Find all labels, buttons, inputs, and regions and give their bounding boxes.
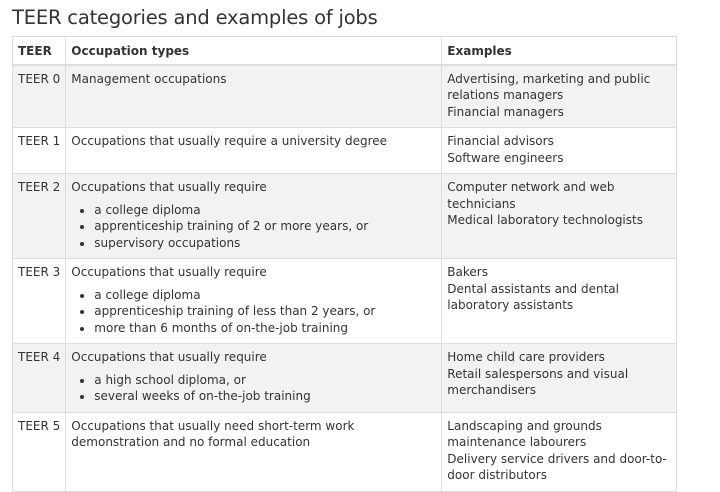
occupation-cell xyxy=(66,174,442,259)
requirement-item: • a high school diploma, or xyxy=(94,372,436,389)
occupation-text: Management occupations xyxy=(71,71,227,86)
teer-cell: TEER 5 xyxy=(13,412,66,491)
occupation-cell xyxy=(66,344,442,413)
table-row xyxy=(13,259,677,344)
requirement-item: • apprenticeship training of 2 or more years, or xyxy=(94,218,436,235)
example-job: Advertising, marketing and public relations managers xyxy=(447,71,651,102)
table-header-row xyxy=(13,37,677,65)
example-job: Financial advisors xyxy=(447,134,554,148)
teer-cell: TEER 2 xyxy=(13,174,66,259)
column-header-teer: TEER xyxy=(13,37,66,65)
example-job: Financial managers xyxy=(447,104,564,119)
requirement-list xyxy=(71,202,436,252)
requirement-item: • a college diploma xyxy=(94,202,436,219)
table-row xyxy=(13,344,677,413)
requirement-item: • apprenticeship training of less than 2 years, or xyxy=(94,303,436,320)
teer-table xyxy=(12,36,677,492)
requirement-item: • more than 6 months of on-the-job training xyxy=(94,320,436,337)
example-job: Landscaping and grounds maintenance labourers xyxy=(447,418,602,449)
table-row xyxy=(13,128,677,174)
occupation-text: Occupations that usually require xyxy=(71,350,267,364)
table-row xyxy=(13,412,677,491)
examples-cell xyxy=(442,259,677,344)
requirement-item: • supervisory occupations xyxy=(94,235,436,252)
example-job: Software engineers xyxy=(447,150,564,165)
examples-cell xyxy=(442,174,677,259)
table-body xyxy=(13,65,677,492)
occupation-cell xyxy=(66,259,442,344)
example-job: Bakers xyxy=(447,265,488,279)
example-job: Home child care providers xyxy=(447,350,605,364)
occupation-text: Occupations that usually require a university degree xyxy=(71,134,388,148)
requirement-list xyxy=(71,287,436,337)
occupation-cell xyxy=(66,65,442,128)
example-job: Retail salespersons and visual merchandisers xyxy=(447,366,629,397)
example-job: Delivery service drivers and door-to-door distributors xyxy=(447,451,667,482)
example-job: Dental assistants and dental laboratory assistants xyxy=(447,281,619,312)
examples-cell xyxy=(442,128,677,174)
table-row xyxy=(13,65,677,128)
teer-cell: TEER 3 xyxy=(13,259,66,344)
teer-cell: TEER 4 xyxy=(13,344,66,413)
teer-cell: TEER 0 xyxy=(13,65,66,128)
example-job: Medical laboratory technologists xyxy=(447,213,643,227)
occupation-text: Occupations that usually need short-term work demonstration and no formal education xyxy=(71,418,355,449)
page-title: TEER categories and examples of jobs xyxy=(12,6,378,29)
example-job: Computer network and web technicians xyxy=(447,180,615,211)
examples-cell xyxy=(442,412,677,491)
column-header-occupation-types: Occupation types xyxy=(66,37,442,65)
occupation-text: Occupations that usually require xyxy=(71,180,267,194)
requirement-list xyxy=(71,372,436,405)
examples-cell xyxy=(442,65,677,128)
requirement-item: • several weeks of on-the-job training xyxy=(94,388,436,405)
occupation-cell xyxy=(66,412,442,491)
examples-cell xyxy=(442,344,677,413)
column-header-examples: Examples xyxy=(442,37,677,65)
occupation-text: Occupations that usually require xyxy=(71,265,267,279)
occupation-cell xyxy=(66,128,442,174)
teer-cell: TEER 1 xyxy=(13,128,66,174)
table-row xyxy=(13,174,677,259)
requirement-item: • a college diploma xyxy=(94,287,436,304)
